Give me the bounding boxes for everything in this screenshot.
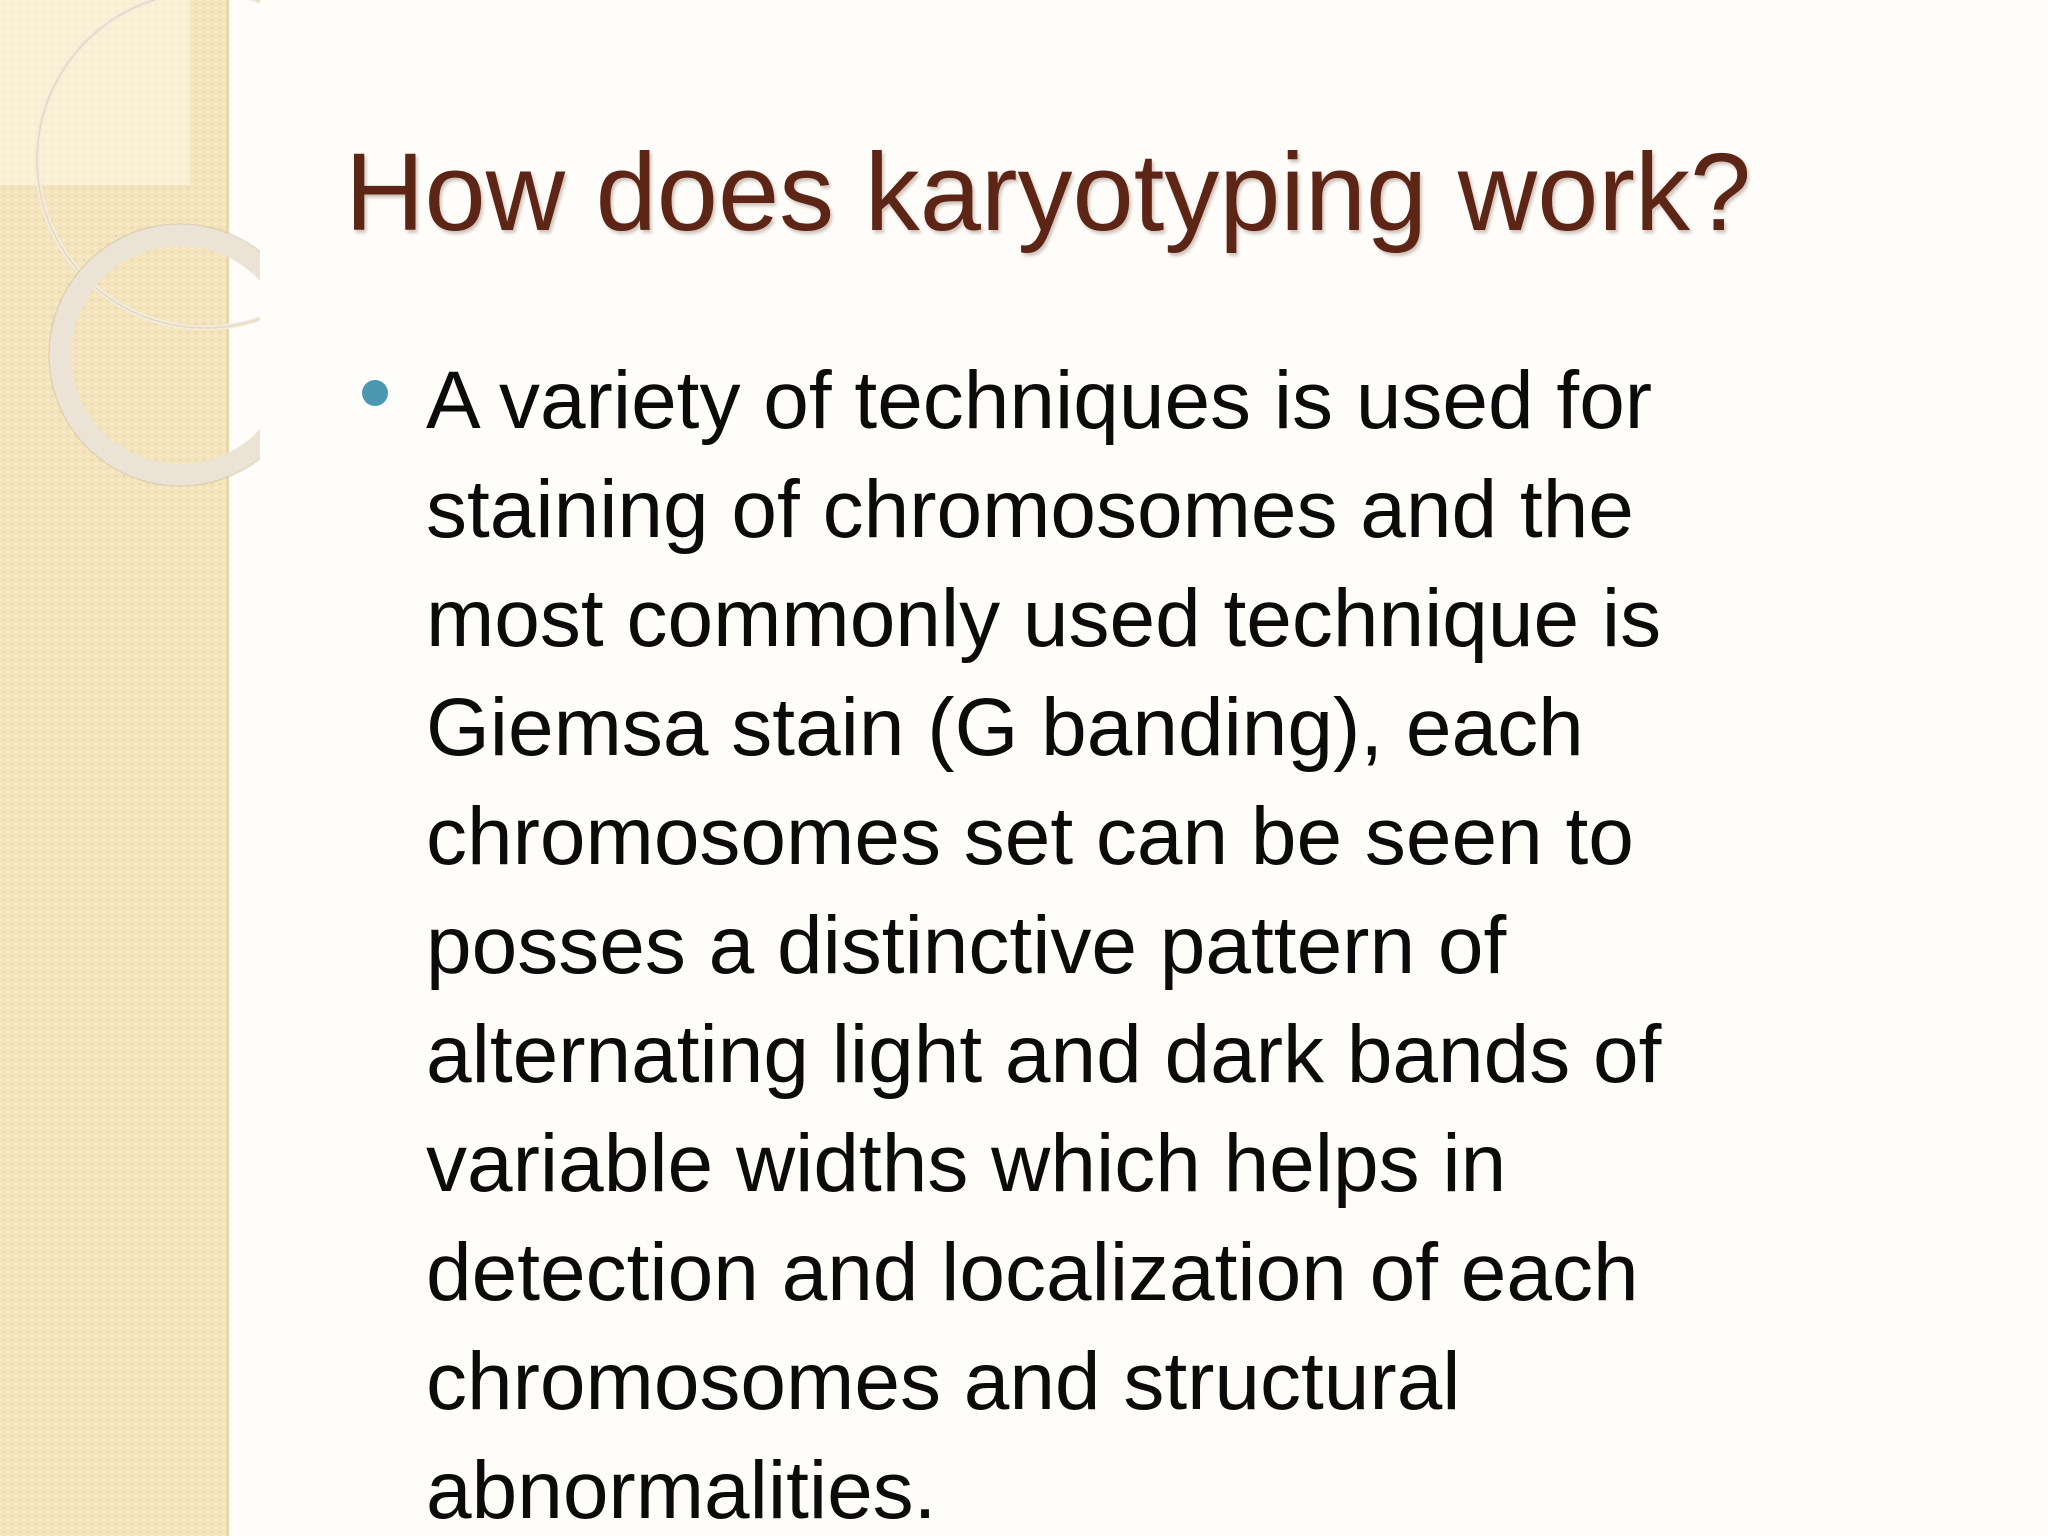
decorative-square bbox=[0, 0, 190, 185]
decorative-small-ring-outline bbox=[49, 224, 260, 486]
bullet-item bbox=[340, 346, 1900, 1536]
decorative-small-ring bbox=[60, 235, 260, 475]
slide-title: How does karyotyping work? bbox=[345, 131, 1752, 254]
bullet-dot-icon bbox=[362, 380, 388, 406]
bullet-list bbox=[340, 346, 1900, 1536]
decorative-rings bbox=[0, 0, 260, 520]
bullet-text: A variety of techniques is used for staining of chromosomes and the most commonly used technique is Giemsa stain (G banding), each chromosomes set can be seen to posses a distinctive pattern of alternating light and dark bands of variable widths which helps in detection and localization of each chromosomes and structural abnormalities. bbox=[426, 355, 1662, 1536]
